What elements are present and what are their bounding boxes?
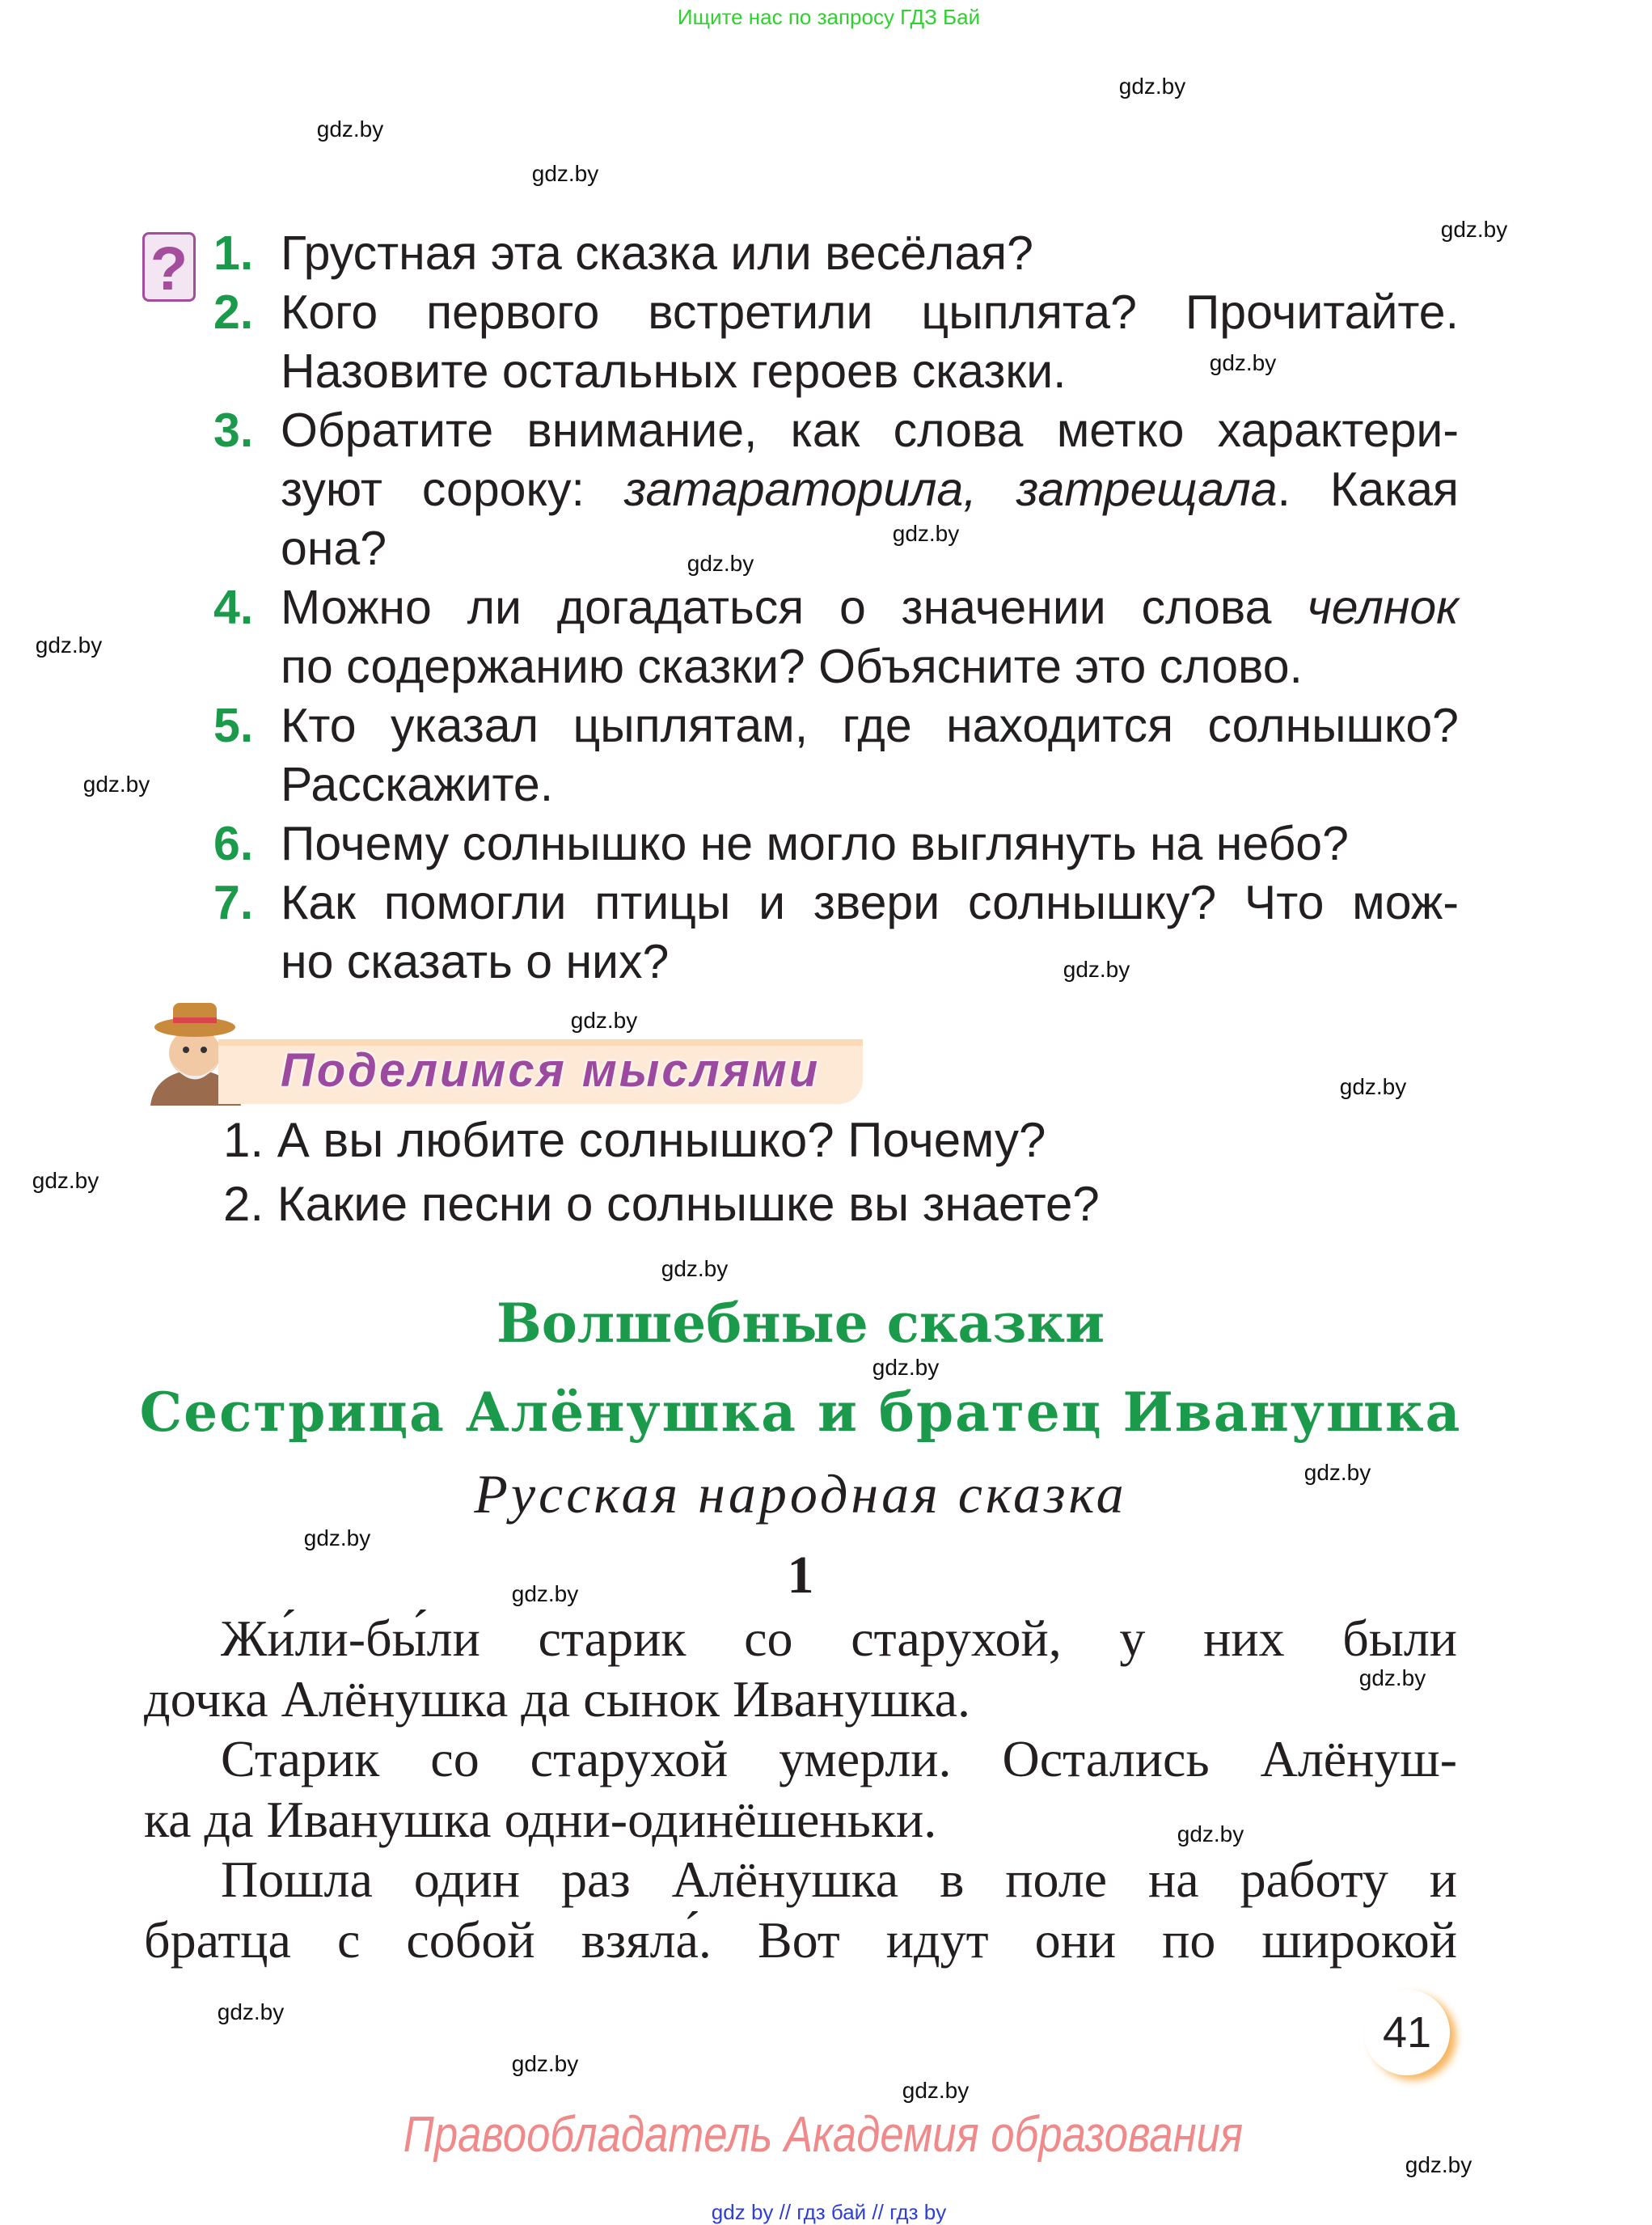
watermark: gdz.by xyxy=(902,2078,970,2103)
list-item: 1. А вы любите солнышко? Почему? xyxy=(223,1113,1046,1167)
story-title: Сестрица Алёнушка и братец Иванушка xyxy=(139,1381,1462,1444)
question-number: 7. xyxy=(213,876,254,929)
question-item xyxy=(213,283,1459,342)
chapter-number: 1 xyxy=(787,1546,814,1605)
watermark: gdz.by xyxy=(687,551,754,576)
list-item: 2. Какие песни о солнышке вы знаете? xyxy=(223,1177,1100,1231)
question-item xyxy=(213,933,1459,992)
question-text: Кого первого встретили цыплята? Прочитайте. xyxy=(281,286,1459,339)
watermark: gdz.by xyxy=(32,1168,99,1193)
question-text: Почему солнышко не могло выглянуть на небо? xyxy=(281,817,1349,870)
question-text xyxy=(281,578,1459,637)
watermark: gdz.by xyxy=(511,2051,579,2076)
watermark: gdz.by xyxy=(316,116,384,142)
watermark: gdz.by xyxy=(1405,2152,1472,2177)
watermark: gdz.by xyxy=(531,161,599,186)
section-title-row xyxy=(0,1292,1601,1355)
question-text: Грустная эта сказка или весёлая? xyxy=(281,226,1033,280)
section-title: Волшебные сказки xyxy=(496,1292,1105,1355)
question-text: по содержанию сказки? Объясните это слово. xyxy=(281,640,1303,693)
question-item xyxy=(213,224,1459,283)
question-text: Кто указал цыплятам, где находится солнышко? xyxy=(281,699,1459,752)
question-number: 1. xyxy=(213,226,254,280)
story-line: братца с собой взяла́. Вот идут они по широкой xyxy=(144,1910,1457,1969)
question-text-part: . Какая xyxy=(1277,463,1459,516)
story-line: Жи́ли-бы́ли старик со старухой, у них были xyxy=(221,1610,1457,1667)
question-text: она? xyxy=(281,522,387,575)
watermark: gdz.by xyxy=(892,521,960,546)
story-line: дочка Алёнушка да сынок Иванушка. xyxy=(144,1669,971,1728)
story-line: Пошла один раз Алёнушка в поле на работу и xyxy=(221,1851,1457,1909)
question-text: Обратите внимание, как слова метко характери- xyxy=(281,404,1459,457)
watermark: gdz.by xyxy=(1177,1821,1244,1846)
watermark: gdz.by xyxy=(1440,217,1508,242)
watermark: gdz.by xyxy=(661,1256,729,1281)
story-line: Старик со старухой умерли. Остались Алёнуш- xyxy=(221,1730,1457,1788)
question-item xyxy=(213,519,1459,578)
question-item xyxy=(213,637,1459,696)
question-number: 5. xyxy=(213,699,254,752)
watermark: gdz.by xyxy=(1063,957,1130,982)
copyright-row xyxy=(0,2107,1646,2164)
question-item xyxy=(213,460,1459,519)
question-item xyxy=(213,696,1459,755)
question-item xyxy=(213,874,1459,933)
question-text: Назовите остальных героев сказки. xyxy=(281,345,1067,398)
watermark: gdz.by xyxy=(872,1355,940,1380)
watermark: gdz.by xyxy=(1358,1665,1426,1690)
story-subtitle: Русская народная сказка xyxy=(474,1463,1127,1525)
watermark: gdz.by xyxy=(35,632,103,658)
page-number: 41 xyxy=(1364,1990,1450,2075)
question-number: 2. xyxy=(213,286,254,339)
share-thoughts-list xyxy=(223,1108,1100,1236)
chapter-row xyxy=(0,1546,1601,1605)
search-hint: Ищите нас по запросу ГДЗ Бай xyxy=(677,5,981,29)
story-text xyxy=(144,1609,1457,1971)
watermark: gdz.by xyxy=(1339,1074,1407,1099)
watermark: gdz.by xyxy=(303,1525,371,1550)
watermark: gdz.by xyxy=(1118,74,1186,99)
question-number: 3. xyxy=(213,404,254,457)
watermark: gdz.by xyxy=(1209,350,1277,375)
italic-term: челнок xyxy=(1307,581,1459,634)
bottom-links[interactable]: gdz by // гдз бай // гдз by xyxy=(711,2200,947,2224)
question-text xyxy=(281,460,1459,519)
question-text: Расскажите. xyxy=(281,758,554,811)
question-item xyxy=(213,401,1459,460)
question-item xyxy=(213,578,1459,637)
italic-term: затараторила, затрещала xyxy=(623,463,1278,516)
story-line: ка да Иванушка одни-одинёшеньки. xyxy=(144,1790,937,1848)
question-item xyxy=(213,814,1459,874)
question-number: 6. xyxy=(213,817,254,870)
question-text: Как помогли птицы и звери солнышку? Что мож- xyxy=(281,876,1459,929)
question-text-part: Можно ли догадаться о значении слова xyxy=(281,581,1308,634)
watermark: gdz.by xyxy=(1303,1460,1371,1485)
story-title-row xyxy=(0,1381,1601,1444)
share-thoughts-title: Поделимся мыслями xyxy=(281,1044,821,1097)
copyright-notice: Правообладатель Академия образования xyxy=(403,2107,1244,2163)
question-mark-icon: ? xyxy=(142,232,196,302)
questions-list xyxy=(213,224,1459,992)
watermark: gdz.by xyxy=(511,1581,579,1606)
watermark: gdz.by xyxy=(82,772,150,797)
watermark: gdz.by xyxy=(570,1008,638,1033)
question-text-part: зуют сороку: xyxy=(281,463,624,516)
question-text: но сказать о них? xyxy=(281,935,670,988)
question-number: 4. xyxy=(213,581,254,634)
question-item xyxy=(213,755,1459,814)
watermark: gdz.by xyxy=(217,1999,285,2024)
